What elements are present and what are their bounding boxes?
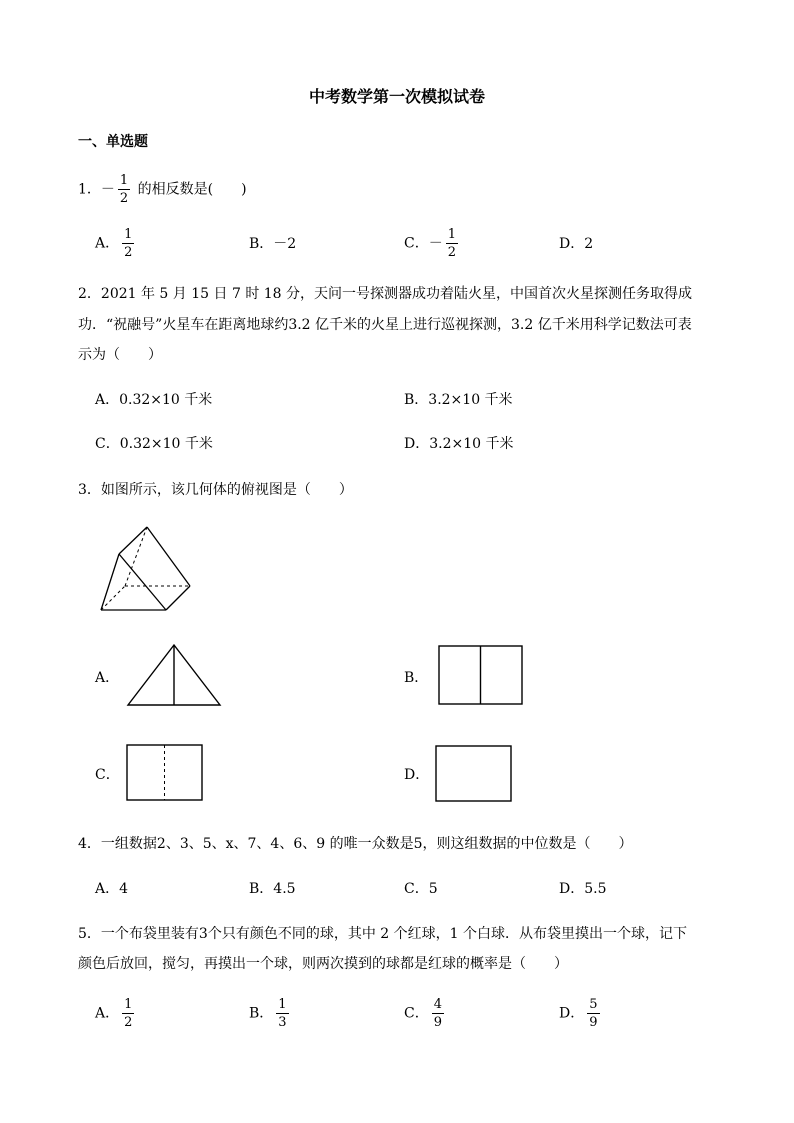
q2-stem-line-1: 2．2021 年 5 月 15 日 7 时 18 分，天问一号探测器成功着陆火星，中国首次火星探测任务取得成: [78, 286, 693, 302]
numerator: 1: [124, 227, 133, 242]
numerator: 5: [589, 997, 598, 1012]
question-number: 1．: [78, 181, 101, 198]
denominator: 2: [124, 245, 133, 260]
option-text: －2: [273, 236, 297, 252]
fraction: [122, 228, 134, 259]
fraction: [446, 228, 458, 259]
q3-option-d-label[interactable]: D．: [404, 767, 430, 783]
numerator: 4: [433, 997, 442, 1012]
q1-option-d[interactable]: [559, 237, 593, 251]
q5-option-d[interactable]: [559, 998, 603, 1029]
q4-option-b[interactable]: B．4.5: [249, 881, 296, 897]
minus-sign: －: [100, 181, 115, 198]
option-label: A．: [95, 1005, 120, 1022]
option-label: D．: [559, 236, 585, 252]
fraction: [122, 998, 134, 1029]
q4-stem: 4．一组数据2、3、5、x、7、4、6、9 的唯一众数是5，则这组数据的中位数是（ ）: [78, 836, 633, 852]
section-heading: 一、单选题: [78, 134, 148, 150]
question-stem: 的相反数是( ): [137, 181, 247, 198]
numerator: 1: [124, 997, 133, 1012]
minus-sign: －: [428, 235, 443, 252]
q3-option-b-label[interactable]: B．: [404, 670, 429, 686]
q2-option-d[interactable]: D．3.2×10 千米: [404, 436, 514, 452]
q3-solid-figure: [95, 522, 195, 614]
fraction: [587, 998, 599, 1029]
q4-option-d[interactable]: D．5.5: [559, 881, 607, 897]
q1-option-a[interactable]: [95, 228, 137, 259]
q2-stem-line-2: 功．“祝融号”火星车在距离地球约3.2 亿千米的火星上进行巡视探测，3.2 亿千米用科学记数法可表: [78, 317, 692, 333]
q4-option-a[interactable]: A．4: [95, 881, 129, 897]
q5-option-b[interactable]: [249, 998, 292, 1029]
q1-option-b[interactable]: [249, 237, 296, 251]
q4-option-c[interactable]: C．5: [404, 881, 438, 897]
denominator: 2: [447, 245, 456, 260]
q3-option-a-label[interactable]: A．: [95, 670, 120, 686]
denominator: 2: [119, 191, 129, 206]
page-title: 中考数学第一次模拟试卷: [308, 87, 485, 106]
option-label: A．: [95, 235, 120, 252]
q1-option-c[interactable]: [404, 228, 461, 259]
denominator: 2: [124, 1015, 133, 1030]
q5-stem-line-2: 颜色后放回，搅匀，再摸出一个球，则两次摸到的球都是红球的概率是（ ）: [78, 956, 568, 972]
q2-stem-line-3: 示为（ ）: [78, 347, 162, 363]
question-1: [78, 174, 247, 205]
option-label: D．: [559, 1005, 585, 1022]
q3-option-a-figure[interactable]: [126, 643, 222, 707]
q3-option-c-figure[interactable]: [126, 744, 204, 802]
fraction: [276, 998, 288, 1029]
q5-option-c[interactable]: [404, 998, 447, 1029]
denominator: 9: [589, 1015, 598, 1030]
q3-stem: 3．如图所示，该几何体的俯视图是（ ）: [78, 482, 353, 498]
numerator: 1: [278, 997, 287, 1012]
numerator: 1: [119, 173, 129, 188]
option-label: C．: [404, 235, 429, 252]
q2-option-b[interactable]: B．3.2×10 千米: [404, 392, 513, 408]
option-label: C．: [404, 1005, 429, 1022]
numerator: 1: [447, 227, 456, 242]
option-text: 2: [584, 236, 594, 252]
q5-stem-line-1: 5．一个布袋里装有3个只有颜色不同的球，其中 2 个红球，1 个白球．从布袋里摸出一个球，记下: [78, 926, 687, 942]
fraction: [432, 998, 444, 1029]
q5-option-a[interactable]: [95, 998, 137, 1029]
q3-option-d-figure[interactable]: [435, 745, 513, 803]
q3-option-b-figure[interactable]: [438, 645, 524, 707]
denominator: 9: [433, 1015, 442, 1030]
q2-option-a[interactable]: A．0.32×10 千米: [95, 392, 213, 408]
denominator: 3: [278, 1015, 287, 1030]
q3-option-c-label[interactable]: C．: [95, 767, 120, 783]
q2-option-c[interactable]: C．0.32×10 千米: [95, 436, 213, 452]
option-label: B．: [249, 236, 274, 252]
option-label: B．: [249, 1005, 274, 1022]
fraction: [118, 174, 130, 205]
